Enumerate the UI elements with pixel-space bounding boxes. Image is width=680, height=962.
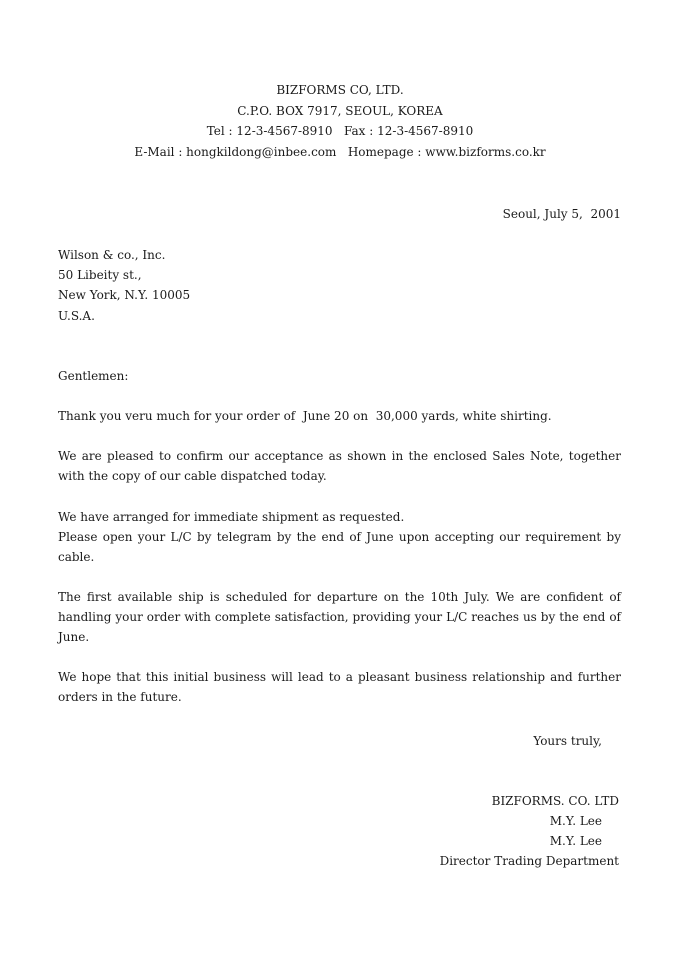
letterhead-address: C.P.O. BOX 7917, SEOUL, KOREA bbox=[237, 104, 443, 118]
date-line: Seoul, July 5, 2001 bbox=[502, 207, 621, 221]
paragraph-1 bbox=[58, 406, 621, 426]
paragraph-line: The first available ship is scheduled for departure on the 10th July. We are confident of bbox=[58, 590, 621, 604]
letterhead-email-homepage: E-Mail : hongkildong@inbee.com Homepage : www.bizforms.co.kr bbox=[134, 145, 546, 159]
signature-name-2: M.Y. Lee bbox=[549, 834, 602, 848]
paragraph-2 bbox=[58, 446, 621, 486]
paragraph-line: We have arranged for immediate shipment as requested. bbox=[58, 510, 405, 524]
recipient-street: 50 Libeity st., bbox=[58, 268, 142, 282]
signature-company: BIZFORMS. CO. LTD bbox=[491, 794, 619, 808]
paragraph-line: June. bbox=[58, 630, 90, 644]
paragraph-line: handling your order with complete satisfaction, providing your L/C reaches us by the end of bbox=[58, 610, 621, 624]
paragraph-line: Please open your L/C by telegram by the end of June upon accepting our requirement by bbox=[58, 530, 621, 544]
paragraph-4 bbox=[58, 587, 621, 647]
paragraph-line: with the copy of our cable dispatched today. bbox=[58, 469, 327, 483]
paragraph-line: cable. bbox=[58, 550, 95, 564]
recipient-city: New York, N.Y. 10005 bbox=[58, 288, 191, 302]
paragraph-3 bbox=[58, 507, 621, 567]
recipient-country: U.S.A. bbox=[58, 309, 95, 323]
closing: Yours truly, bbox=[533, 734, 602, 748]
letterhead-tel-fax: Tel : 12-3-4567-8910 Fax : 12-3-4567-8910 bbox=[206, 124, 474, 138]
signature-title: Director Trading Department bbox=[439, 854, 619, 868]
paragraph-line: Thank you veru much for your order of June 20 on 30,000 yards, white shirting. bbox=[58, 409, 552, 423]
paragraph-line: We are pleased to confirm our acceptance as shown in the enclosed Sales Note, together bbox=[58, 449, 621, 463]
paragraph-line: orders in the future. bbox=[58, 690, 182, 704]
recipient-name: Wilson & co., Inc. bbox=[58, 248, 166, 262]
letterhead-company: BIZFORMS CO, LTD. bbox=[276, 83, 404, 97]
signature-name-1: M.Y. Lee bbox=[549, 814, 602, 828]
salutation: Gentlemen: bbox=[58, 369, 129, 383]
paragraph-5 bbox=[58, 667, 621, 707]
paragraph-line: We hope that this initial business will lead to a pleasant business relationship and further bbox=[58, 670, 621, 684]
